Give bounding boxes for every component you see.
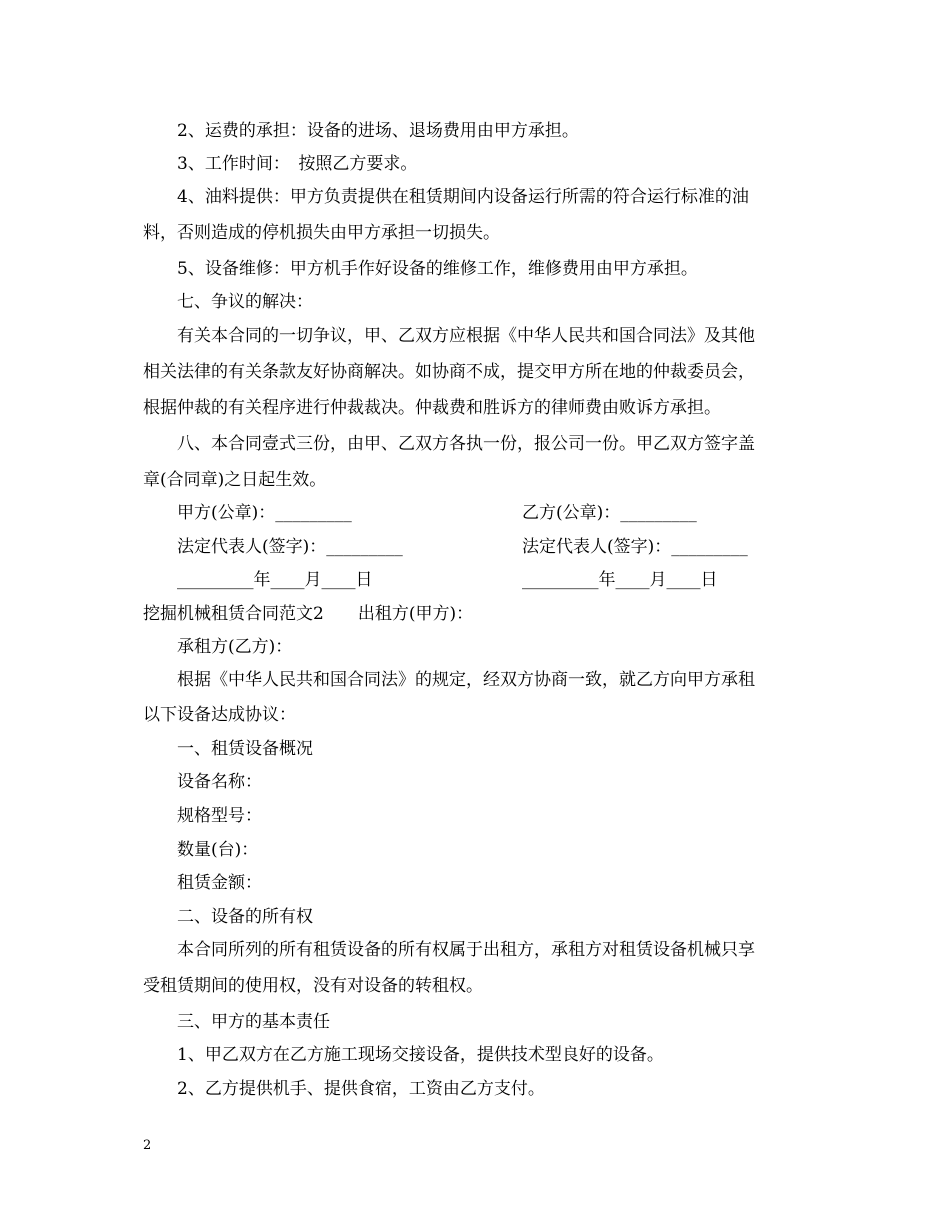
- party-a-representative: 法定代表人(签字)：_________: [177, 537, 403, 557]
- contract-title: 挖掘机械租赁合同范文2 出租方(甲方)：: [143, 604, 474, 624]
- party-b-date: _________年____月____日: [522, 570, 718, 590]
- party-b-representative: 法定代表人(签字)：_________: [522, 537, 748, 557]
- clause-line: 2、运费的承担：设备的进场、退场费用由甲方承担。: [177, 121, 579, 141]
- field-label: 设备名称：: [177, 772, 262, 792]
- clause-line: 1、甲乙双方在乙方施工现场交接设备，提供技术型良好的设备。: [177, 1045, 664, 1065]
- clause-line: 3、工作时间： 按照乙方要求。: [177, 154, 418, 174]
- clause-line: 根据《中华人民共和国合同法》的规定，经双方协商一致，就乙方向甲方承租: [177, 670, 755, 690]
- clause-line: 5、设备维修：甲方机手作好设备的维修工作，维修费用由甲方承担。: [177, 259, 698, 279]
- section-heading: 七、争议的解决：: [177, 292, 313, 312]
- clause-line: 4、油料提供：甲方负责提供在租赁期间内设备运行所需的符合运行标准的油: [177, 187, 749, 207]
- party-b-seal: 乙方(公章)：_________: [522, 503, 697, 523]
- section-heading: 二、设备的所有权: [177, 907, 313, 927]
- section-heading: 一、租赁设备概况: [177, 739, 313, 759]
- party-a-seal: 甲方(公章)：_________: [177, 503, 352, 523]
- clause-line: 受租赁期间的使用权，没有对设备的转租权。: [143, 976, 483, 996]
- field-label: 数量(台)：: [177, 840, 259, 860]
- clause-line: 章(合同章)之日起生效。: [143, 470, 327, 490]
- clause-line: 以下设备达成协议：: [143, 705, 296, 725]
- clause-line: 八、本合同壹式三份，由甲、乙双方各执一份，报公司一份。甲乙双方签字盖: [177, 434, 755, 454]
- field-label: 租赁金额：: [177, 873, 262, 893]
- clause-line: 相关法律的有关条款友好协商解决。如协商不成，提交甲方所在地的仲裁委员会，: [143, 362, 755, 382]
- clause-line: 承租方(乙方)：: [177, 637, 293, 657]
- party-a-date: _________年____月____日: [177, 570, 373, 590]
- clause-line: 根据仲裁的有关程序进行仲裁裁决。仲裁费和胜诉方的律师费由败诉方承担。: [143, 398, 721, 418]
- clause-line: 料，否则造成的停机损失由甲方承担一切损失。: [143, 223, 500, 243]
- clause-line: 2、乙方提供机手、提供食宿，工资由乙方支付。: [177, 1079, 545, 1099]
- section-heading: 三、甲方的基本责任: [177, 1012, 330, 1032]
- field-label: 规格型号：: [177, 806, 262, 826]
- page-number: 2: [143, 1138, 152, 1153]
- clause-line: 有关本合同的一切争议，甲、乙双方应根据《中华人民共和国合同法》及其他: [177, 326, 755, 346]
- clause-line: 本合同所列的所有租赁设备的所有权属于出租方，承租方对租赁设备机械只享: [177, 940, 755, 960]
